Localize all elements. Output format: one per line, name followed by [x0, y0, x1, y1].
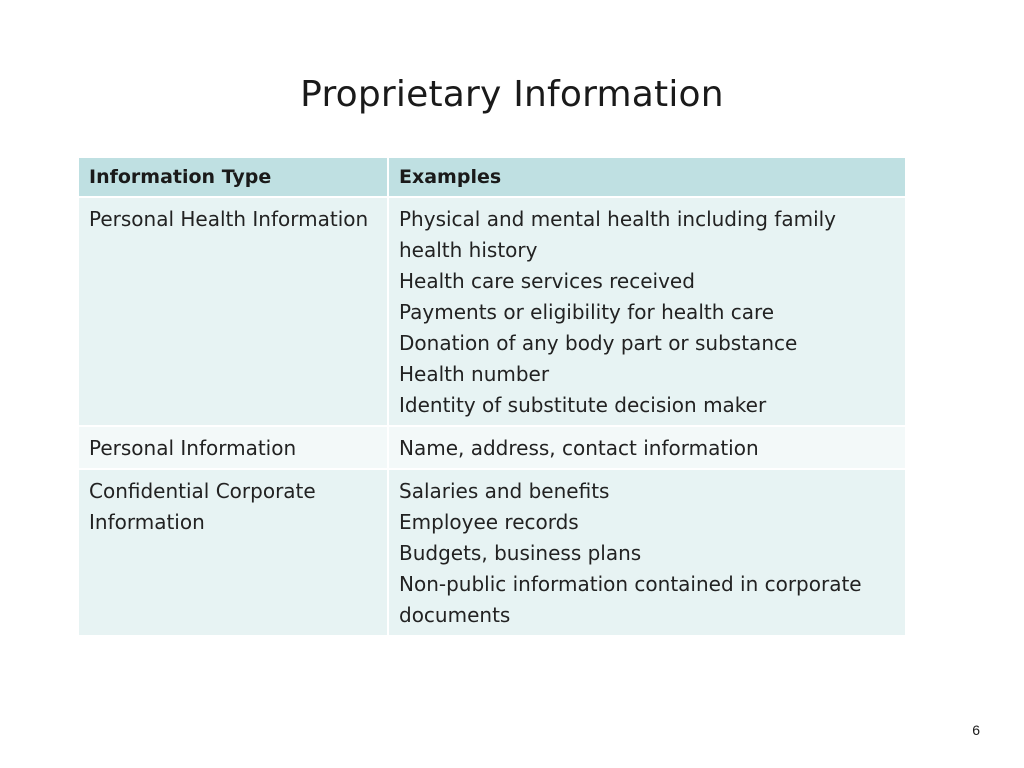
example-text: Payments or eligibility for health care: [399, 300, 775, 324]
page-number: 6: [972, 722, 980, 738]
information-type-text: Information: [89, 510, 205, 534]
example-text: Donation of any body part or substance: [399, 331, 798, 355]
example-text: Budgets, business plans: [399, 541, 642, 565]
table-header-row: [78, 157, 906, 197]
examples-cell: [388, 469, 906, 636]
information-type-cell: [78, 426, 388, 469]
table-row: [78, 197, 906, 426]
example-text: Identity of substitute decision maker: [399, 393, 767, 417]
information-type-text: Confidential Corporate: [89, 479, 316, 503]
information-type-cell: [78, 197, 388, 426]
table-row: [78, 426, 906, 469]
example-text: Name, address, contact information: [399, 436, 759, 460]
example-text: health history: [399, 238, 538, 262]
information-type-text: Personal Health Information: [89, 207, 369, 231]
information-type-text: Personal Information: [89, 436, 297, 460]
example-text: documents: [399, 603, 511, 627]
table-row: [78, 469, 906, 636]
example-text: Health number: [399, 362, 550, 386]
example-text: Non-public information contained in corporate: [399, 572, 862, 596]
example-text: Physical and mental health including family: [399, 207, 837, 231]
example-text: Employee records: [399, 510, 579, 534]
example-text: Salaries and benefits: [399, 479, 610, 503]
slide-title: Proprietary Information: [300, 74, 724, 115]
examples-cell: [388, 426, 906, 469]
example-text: Health care services received: [399, 269, 695, 293]
column-header-information-type: Information Type: [78, 157, 388, 197]
information-table: [77, 156, 907, 637]
information-type-cell: [78, 469, 388, 636]
column-header-examples: Examples: [388, 157, 906, 197]
examples-cell: [388, 197, 906, 426]
